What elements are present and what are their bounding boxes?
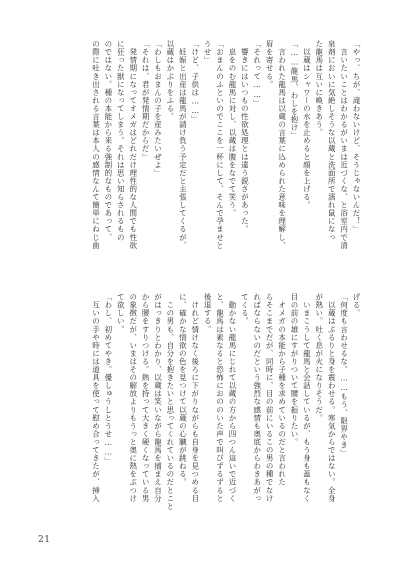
- upper-text-line: 言いたいことはわかるがいまは近づくな、と浴室内で清: [339, 40, 349, 250]
- lower-text-line: 「わし、初めてやき。優しゅうしとうせ……」: [103, 293, 113, 466]
- upper-text-line: の際に吐き出される言葉は本人の感情なんて簡単にねじ曲: [91, 40, 101, 250]
- lower-text-line: 「何度も言わせるな。……もう、限界やき」: [339, 293, 349, 457]
- lower-text-line: らそこまでだが、同時に、目の前にいるこの男の種でなけ: [265, 293, 275, 503]
- upper-text-line: 「やっ、ちが、滝わないけど、そうじゃないんだ！」: [352, 40, 361, 234]
- upper-text-line: 発情期になってオメガはどれだけ理性的な人間でも性欲: [128, 40, 138, 250]
- lower-text-line: と、龍馬は素なると恐怖におののいた声で叫びずるずると: [215, 293, 225, 503]
- lower-text-line: ればならないのだという強烈な感情も奥底からわきあがっ: [252, 293, 262, 503]
- lower-text-line: オメガの本能から子種を求めているのだと言われた: [277, 293, 287, 487]
- upper-text-line: 響きにはいつもの性欲処理とは違う鋭さがあった。: [240, 40, 250, 234]
- upper-text-line: のではない。種の本能から来る強制的なものであって、: [103, 40, 113, 242]
- page-number: 21: [38, 535, 51, 545]
- upper-text-line: 「おまんのふといのでここを一杯にして、そんで孕ませと: [215, 40, 225, 250]
- lower-text-line: 動かない龍馬にじれて以蔵の方から四つん這いで近づく: [227, 293, 237, 503]
- upper-text-line: うせ」: [203, 40, 213, 65]
- upper-text-line: 以蔵はかぶりをふる。: [165, 40, 175, 121]
- lower-text-line: てくる。: [240, 293, 250, 326]
- lower-text-line: から腰をすりつける。熱を持って大きく硬くなっている男: [141, 293, 151, 503]
- upper-text-line: 眉を寄せる。: [265, 40, 275, 89]
- lower-text-line: 目の前の雄にすがりついて腰を振りたい。: [289, 293, 299, 446]
- upper-text-line: た龍馬は互いに喚きあう。: [314, 40, 324, 137]
- lower-text-line: いまこうして龍馬と会話しているが、もう身も蓋もなく: [302, 293, 312, 503]
- upper-text-line: 「わしもおまんの子を産みたいぜよ」: [153, 40, 163, 177]
- upper-text-line: 息をのむ龍馬に対し、以蔵は腹をなでて笑う。: [227, 40, 237, 218]
- lower-text-line: けれど情けなく後ろに下がりながらも自身を見つめる目: [190, 293, 200, 503]
- upper-text-line: 以蔵はシャワーの水を止めると顔を上げる。: [302, 40, 312, 210]
- lower-text-line: 以蔵はぶるりと身を震わせる。寒気からではない。全身: [327, 293, 337, 503]
- lower-text-line: この男も、自分を抱きたいと思ってくれているのだとこと: [165, 293, 175, 511]
- upper-text-line: 妊娠と出産は龍馬が請け負う予定だと主張してくるが、: [178, 40, 188, 250]
- lower-text-block: [38, 293, 362, 525]
- lower-text-line: の象徴だが、いまはその解放よりもうっと奥に熱をぶつけ: [128, 293, 138, 503]
- lower-text-line: に、確かな情欲の色を見つけて以蔵の心臓が跳ねる。: [178, 293, 188, 487]
- lower-text-line: が熱い。吐く息が火になりそうだ。: [314, 293, 324, 422]
- upper-text-line: 泉剤においに気絶しそうな以蔵と洗面所で濡れ鼠になっ: [327, 40, 337, 242]
- lower-text-line: 後退する。: [203, 293, 213, 334]
- upper-text-line: 「それって……」: [252, 40, 262, 108]
- upper-text-block: [38, 40, 362, 272]
- lower-text-line: て欲しい。: [116, 293, 126, 334]
- upper-text-line: 「それは、君が発情期だからだ」: [141, 40, 151, 161]
- upper-text-line: 「けど、子供は……」: [190, 40, 200, 124]
- upper-text-line: 言われた龍馬は以蔵の言葉に込められた意味を理解し、: [277, 40, 287, 250]
- lower-text-line: がはっきりとわかり、以蔵は笑いながら龍馬を捕まえ自分: [153, 293, 163, 503]
- upper-text-line: に狂った獣になってしまう。それは思い知らされるもの: [116, 40, 126, 242]
- lower-text-line: げる。: [352, 293, 361, 318]
- lower-text-line: 互いの手や時には道具を使って慰め合ってきたが、挿入: [91, 293, 101, 503]
- upper-text-line: 「……龍馬、わしを抱け」: [289, 40, 299, 140]
